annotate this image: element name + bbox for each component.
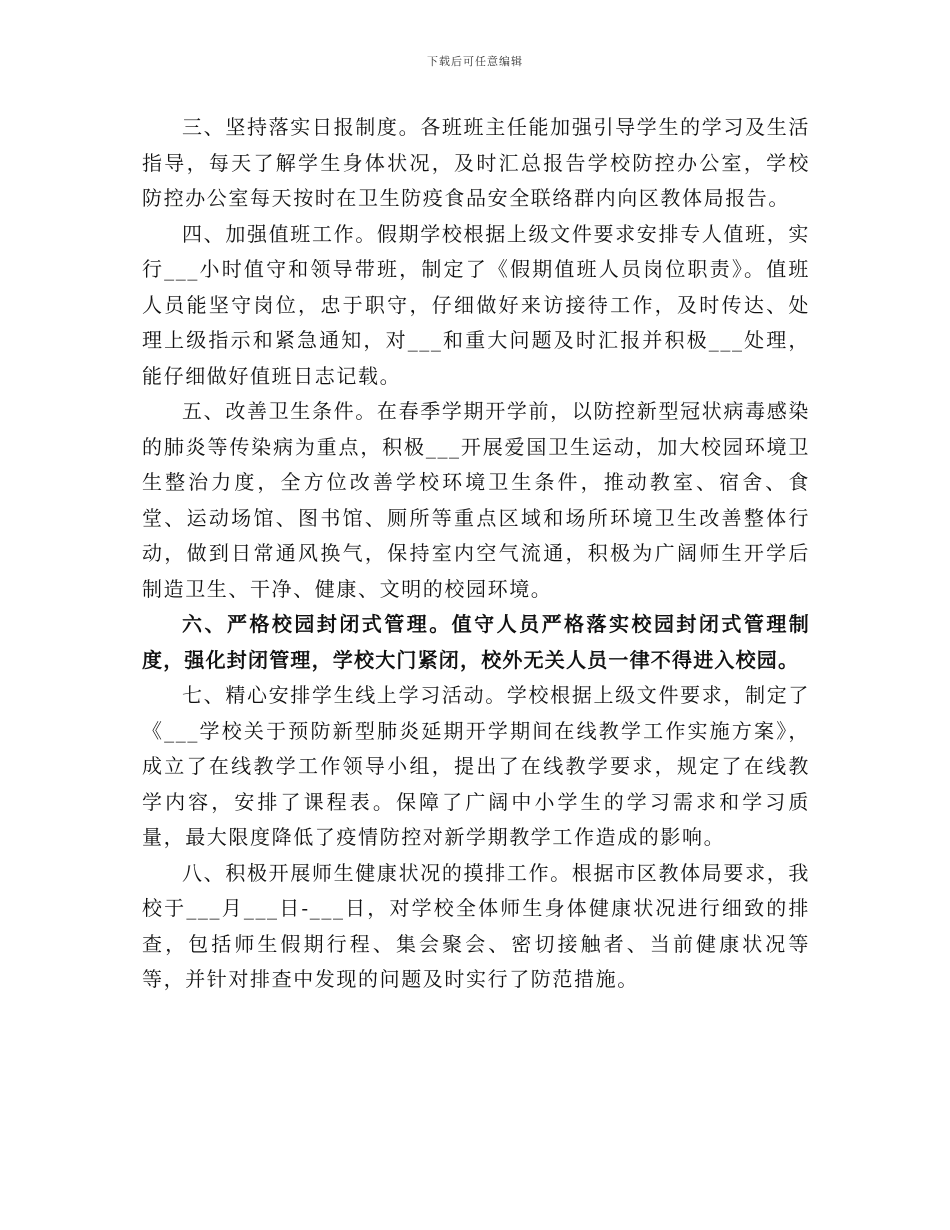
paragraph-online-learning: 七、精心安排学生线上学习活动。学校根据上级文件要求，制定了《___学校关于预防新型肺炎延期开学期间在线教学工作实施方案》，成立了在线教学工作领导小组，提出了在线教学要求，规定了在线教学内容，安排了课程表。保障了广阔中小学生的学习需求和学习质量，最大限度降低了疫情防控对新学期教学工作造成的影响。	[142, 683, 810, 849]
paragraph-health-screening: 八、积极开展师生健康状况的摸排工作。根据市区教体局要求，我校于___月___日-___日，对学校全体师生身体健康状况进行细致的排查，包括师生假期行程、集会聚会、密切接触者、当前健康状况等等，并针对排查中发现的问题及时实行了防范措施。	[142, 860, 810, 991]
paragraph-duty-work: 四、加强值班工作。假期学校根据上级文件要求安排专人值班，实行___小时值守和领导带班，制定了《假期值班人员岗位职责》。值班人员能坚守岗位，忠于职守，仔细做好来访接待工作，及时传达、处理上级指示和紧急通知，对___和重大问题及时汇报并积极___处理，能仔细做好值班日志记载。	[142, 221, 810, 388]
paragraph-closed-management: 六、严格校园封闭式管理。值守人员严格落实校园封闭式管理制度，强化封闭管理，学校大门紧闭，校外无关人员一律不得进入校园。	[142, 612, 810, 672]
document-body	[142, 110, 810, 998]
paragraph-sanitation: 五、改善卫生条件。在春季学期开学前，以防控新型冠状病毒感染的肺炎等传染病为重点，积极___开展爱国卫生运动，加大校园环境卫生整治力度，全方位改善学校环境卫生条件，推动教室、宿舍、食堂、运动场馆、图书馆、厕所等重点区域和场所环境卫生改善整体行动，做到日常通风换气，保持室内空气流通，积极为广阔师生开学后制造卫生、干净、健康、文明的校园环境。	[142, 399, 810, 601]
paragraph-daily-report: 三、坚持落实日报制度。各班班主任能加强引导学生的学习及生活指导，每天了解学生身体状况，及时汇总报告学校防控办公室，学校防控办公室每天按时在卫生防疫食品安全联络群内向区教体局报告。	[142, 115, 810, 210]
page-header: 下载后可任意编辑	[427, 55, 523, 68]
